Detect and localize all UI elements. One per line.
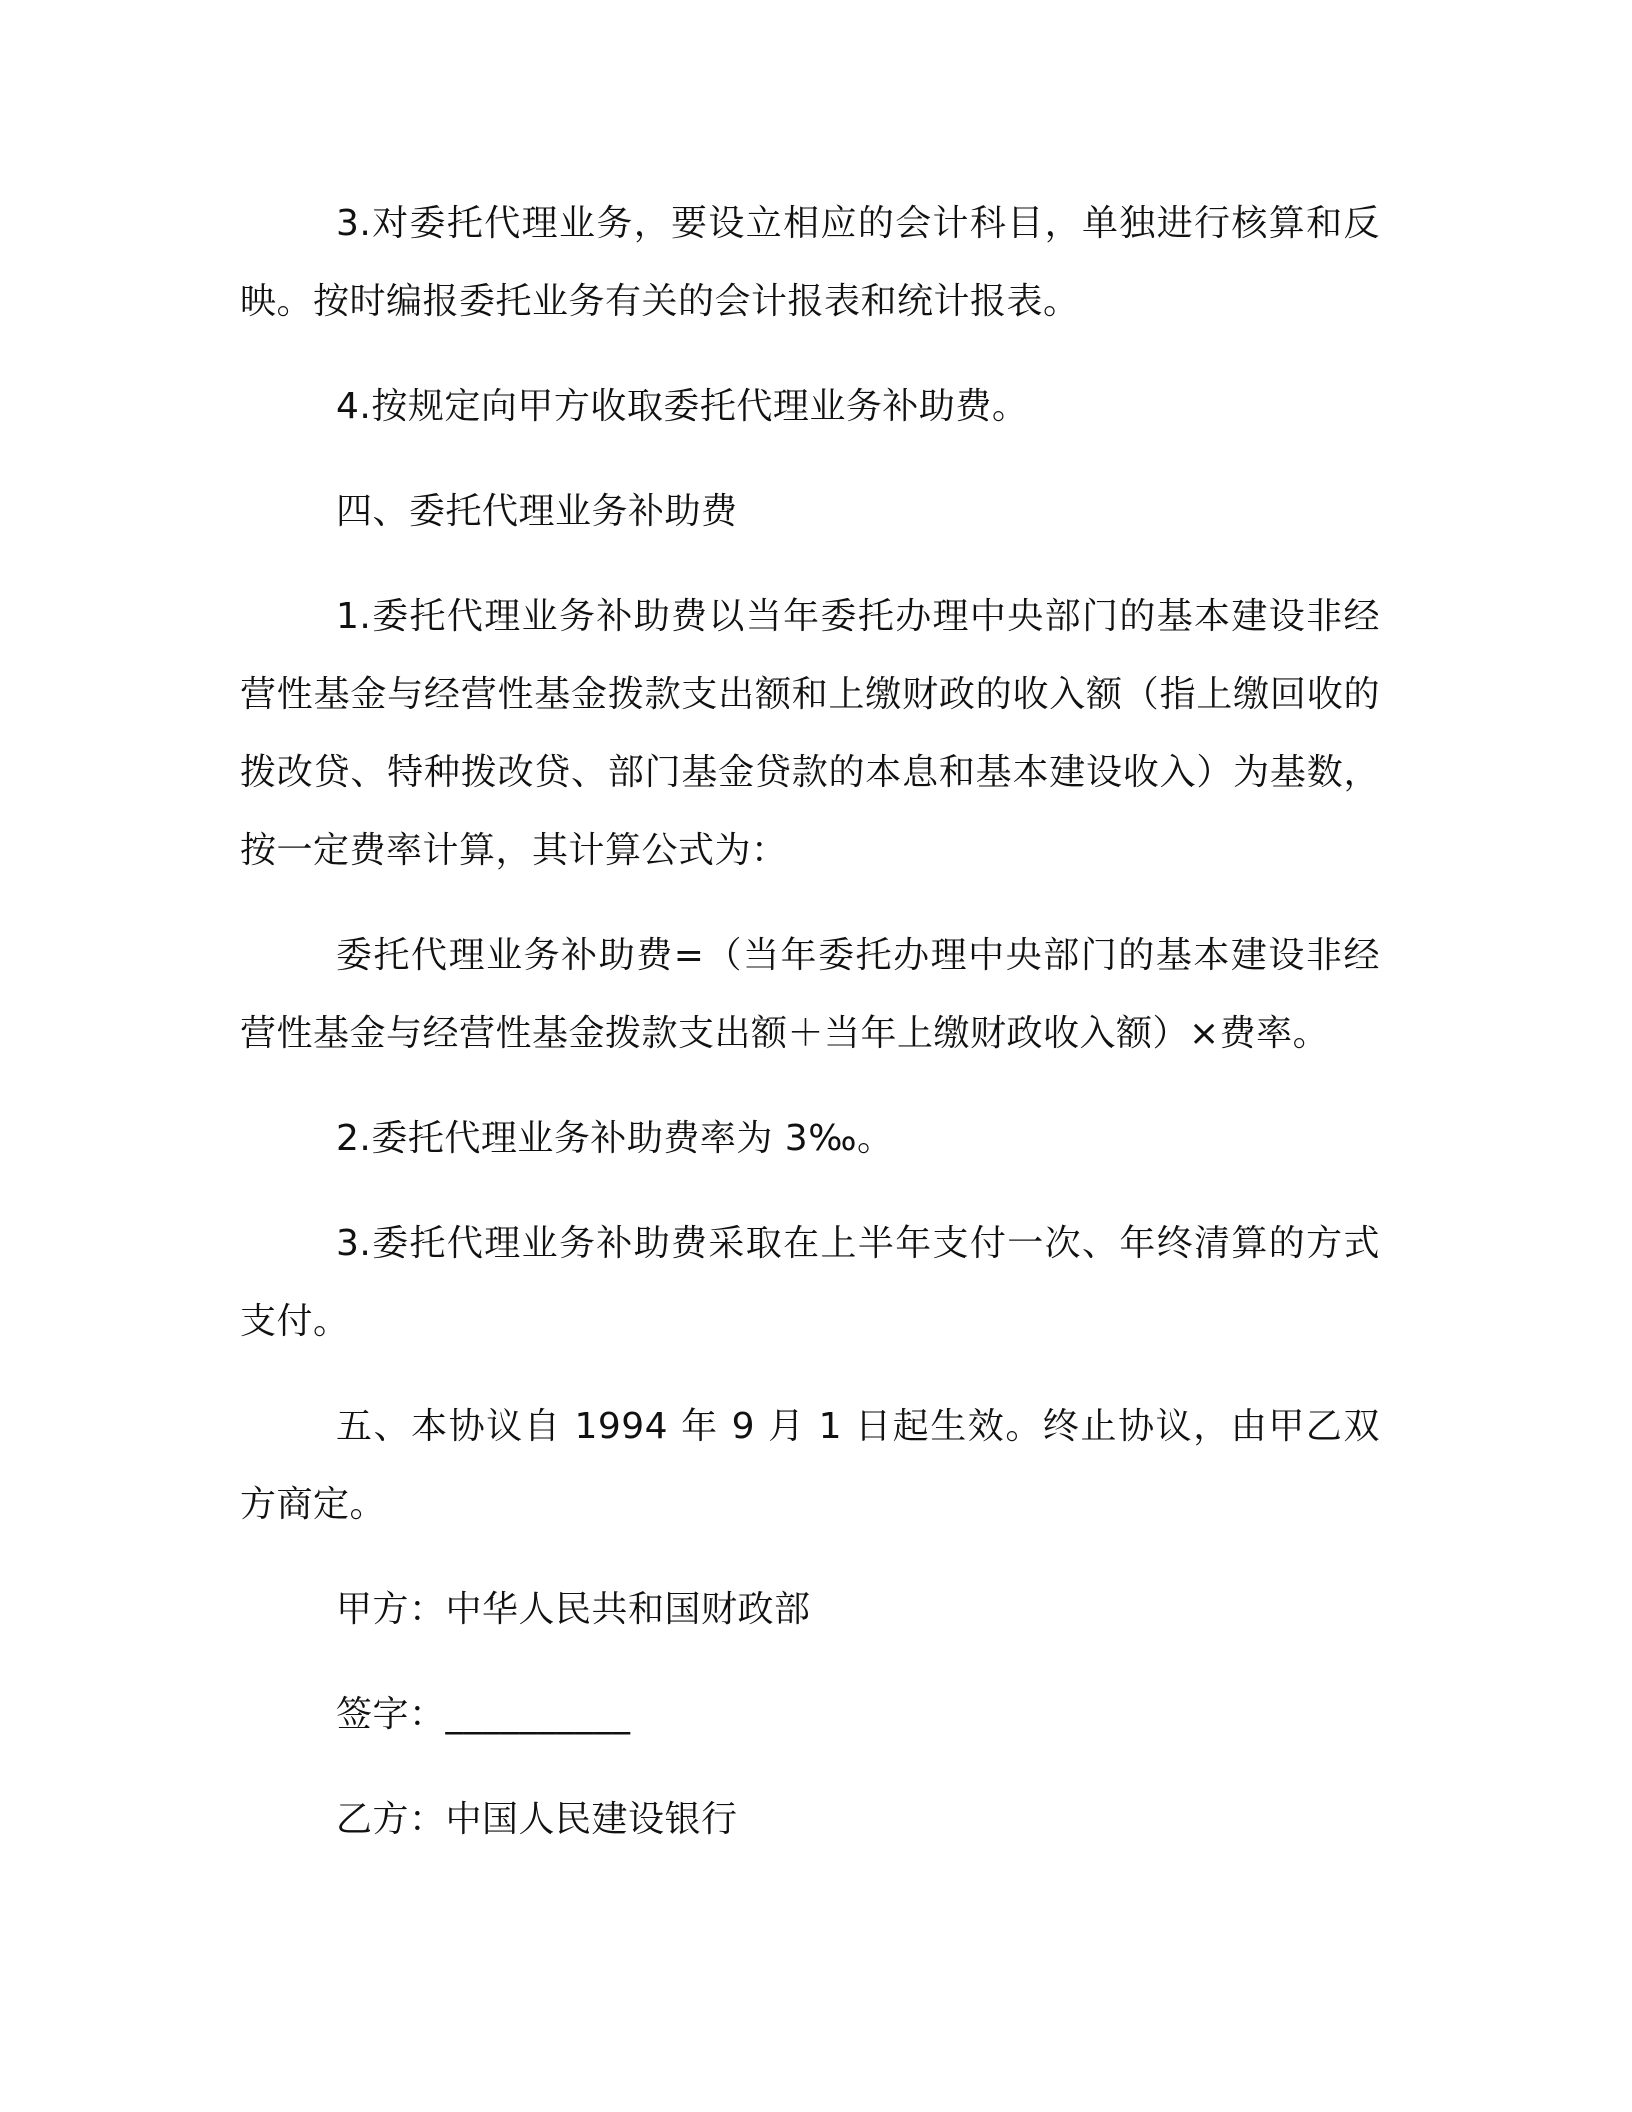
- paragraph-effective-date: 五、本协议自 1994 年 9 月 1 日起生效。终止协议，由甲乙双方商定。: [240, 1406, 1380, 1525]
- paragraph-fee-rate: 2.委托代理业务补助费率为 3‰。: [336, 1118, 894, 1159]
- paragraph-accounting: 3.对委托代理业务，要设立相应的会计科目，单独进行核算和反映。按时编报委托业务有关的会计报表和统计报表。: [240, 203, 1380, 322]
- paragraph-fee-payment: 3.委托代理业务补助费采取在上半年支付一次、年终清算的方式支付。: [240, 1223, 1380, 1342]
- party-b: 乙方：中国人民建设银行: [336, 1799, 738, 1840]
- paragraph-fee-basis: 1.委托代理业务补助费以当年委托办理中央部门的基本建设非经营性基金与经营性基金拨款支出额和上缴财政的收入额（指上缴回收的拨改贷、特种拨改贷、部门基金贷款的本息和基本建设收入）为基数，按一定费率计算，其计算公式为：: [240, 596, 1380, 871]
- signature-line: 签字：__________: [336, 1694, 631, 1735]
- paragraph-fee-formula: 委托代理业务补助费=（当年委托办理中央部门的基本建设非经营性基金与经营性基金拨款支出额＋当年上缴财政收入额）×费率。: [240, 935, 1380, 1054]
- party-a: 甲方：中华人民共和国财政部: [336, 1589, 811, 1630]
- paragraph-fee-collection: 4.按规定向甲方收取委托代理业务补助费。: [336, 386, 1029, 427]
- document-page: [240, 185, 1380, 1886]
- section-heading-fee: 四、委托代理业务补助费: [336, 491, 738, 532]
